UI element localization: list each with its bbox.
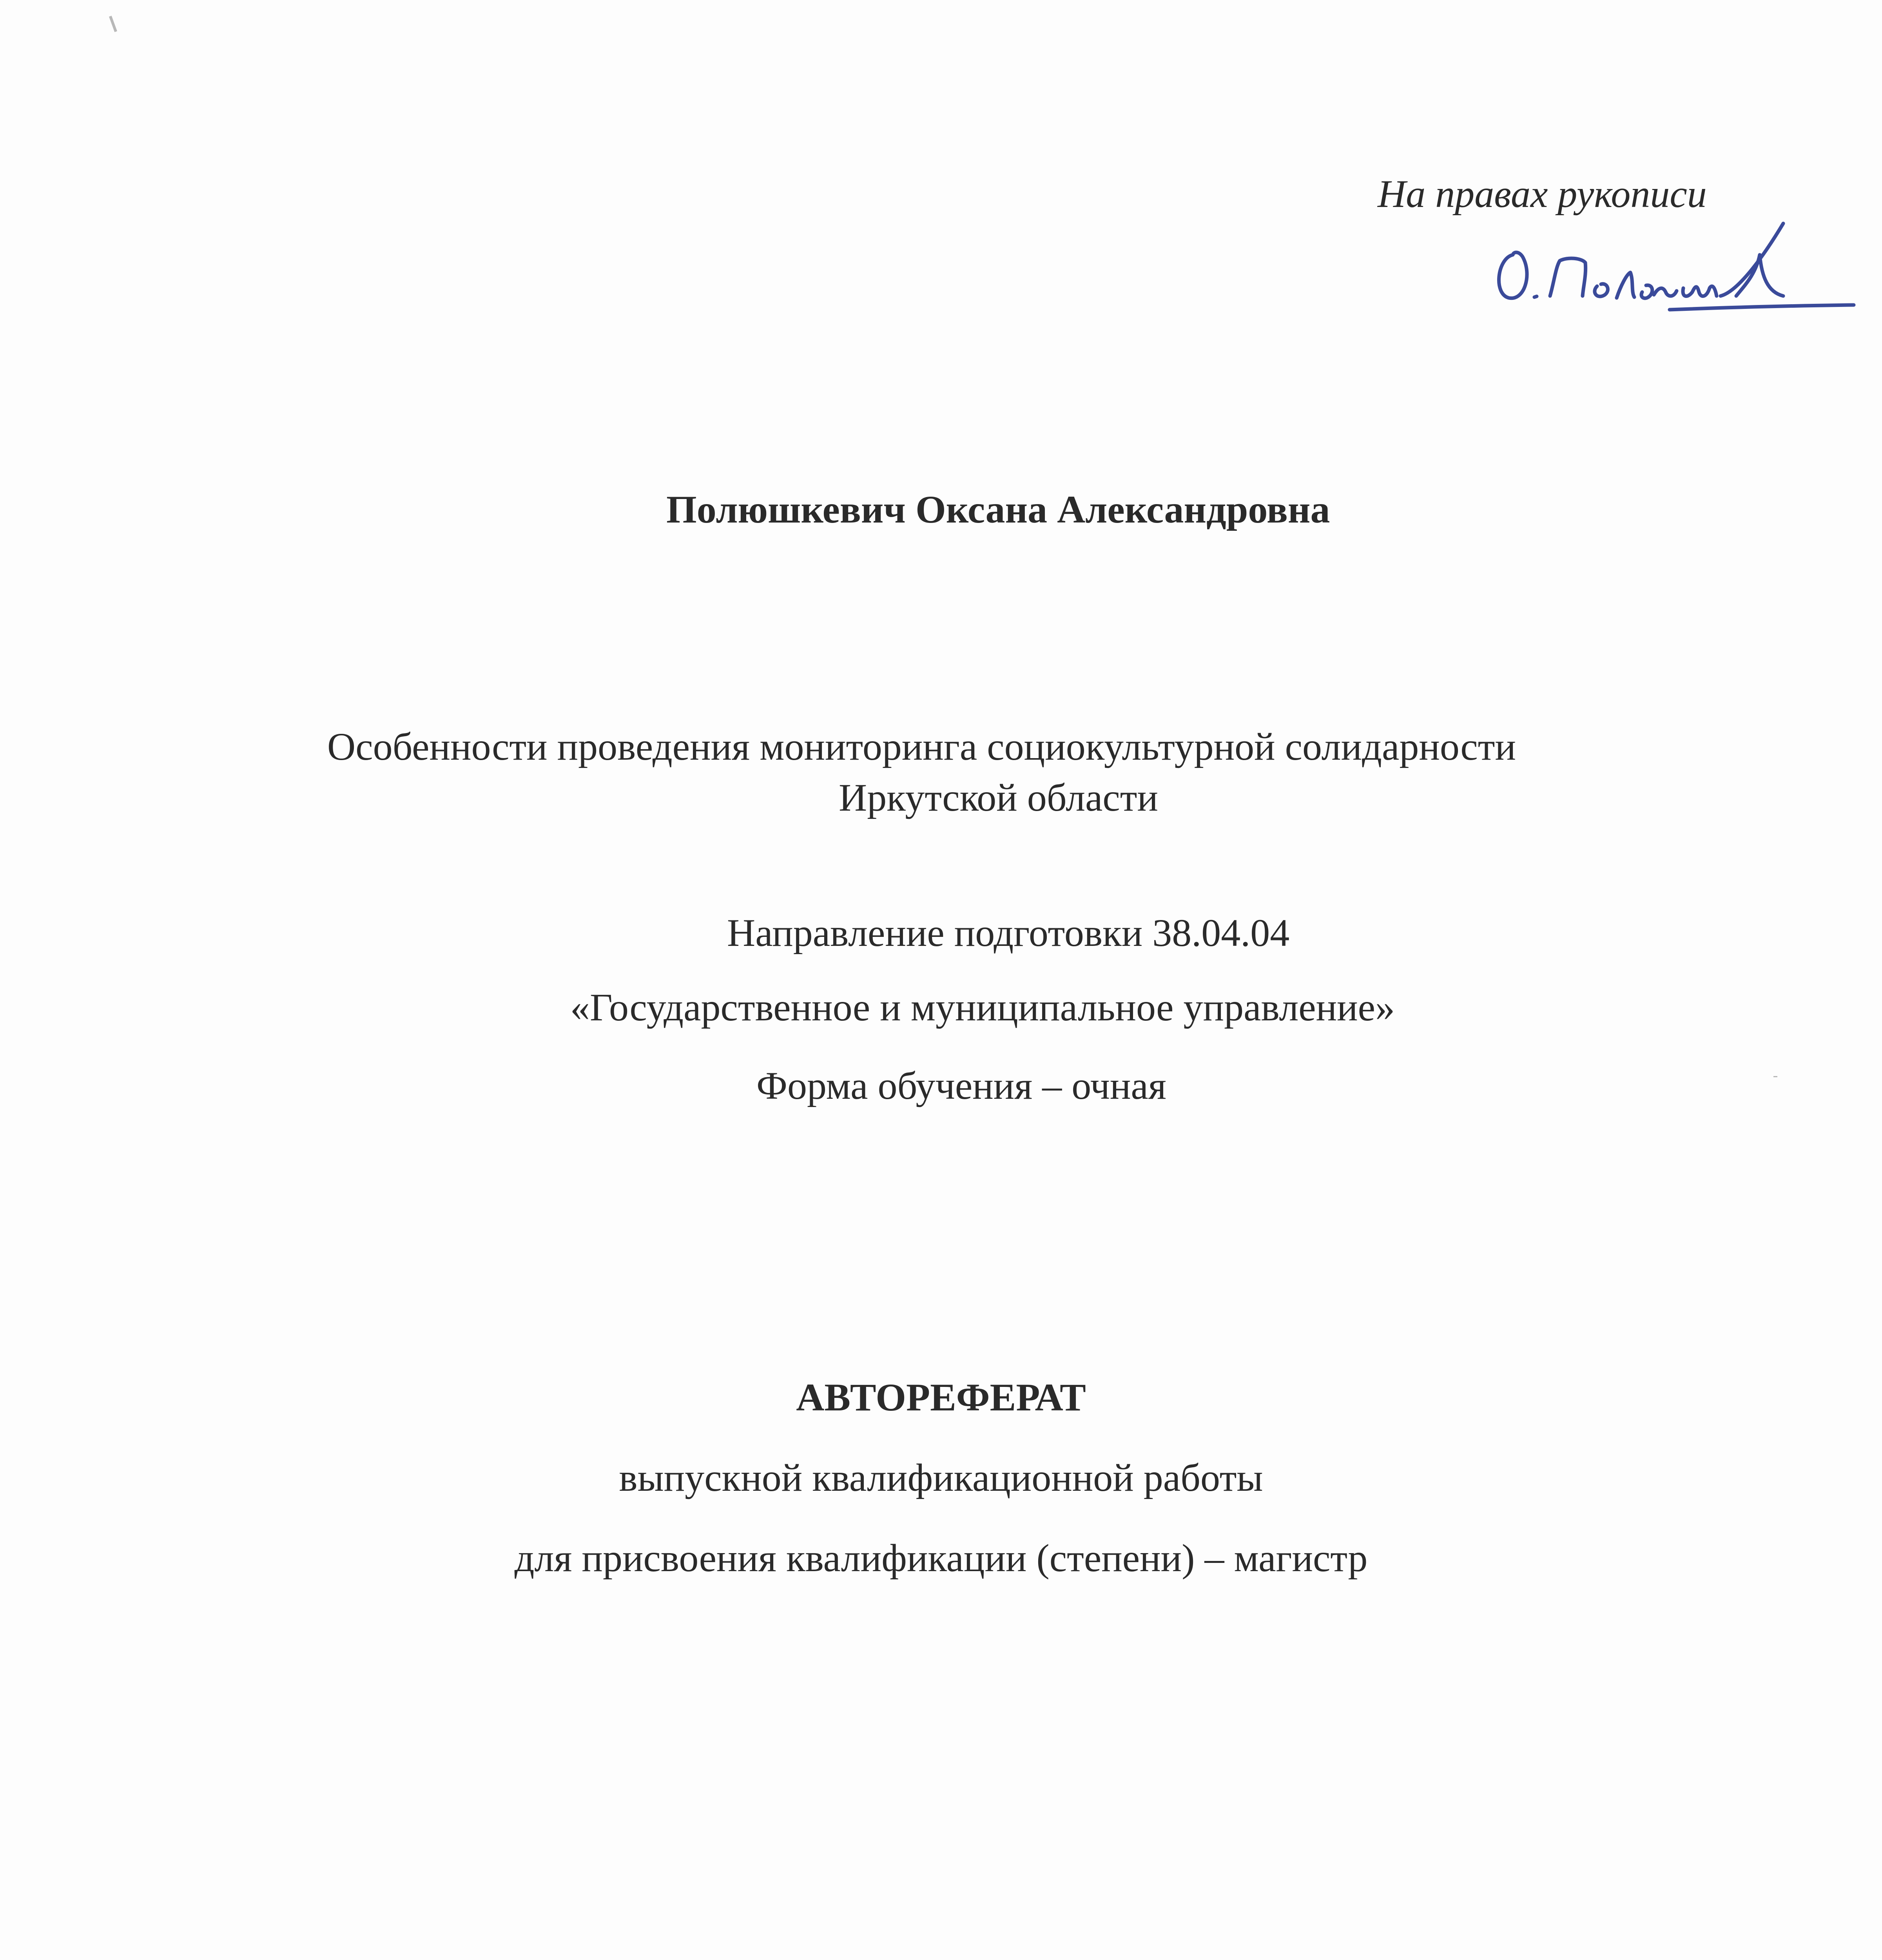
document-subtitle-1: выпускной квалификационной работы: [619, 1456, 1263, 1499]
thesis-title-line-2: Иркутской области: [839, 776, 1158, 819]
scan-artifact-dot: [1773, 1076, 1777, 1077]
scan-artifact-mark: [109, 16, 117, 32]
thesis-title-line-1: Особенности проведения мониторинга социокультурной солидарности: [327, 725, 1516, 768]
author-name: Полюшкевич Оксана Александровна: [666, 488, 1330, 531]
study-form: Форма обучения – очная: [756, 1064, 1166, 1107]
program-direction: Направление подготовки 38.04.04: [727, 911, 1290, 955]
rights-note: На правах рукописи: [1378, 172, 1707, 216]
document-subtitle-2: для присвоения квалификации (степени) – магистр: [514, 1536, 1368, 1580]
program-name: «Государственное и муниципальное управление»: [570, 985, 1395, 1029]
document-type-heading: АВТОРЕФЕРАТ: [796, 1376, 1086, 1419]
handwritten-signature: [1485, 208, 1858, 314]
